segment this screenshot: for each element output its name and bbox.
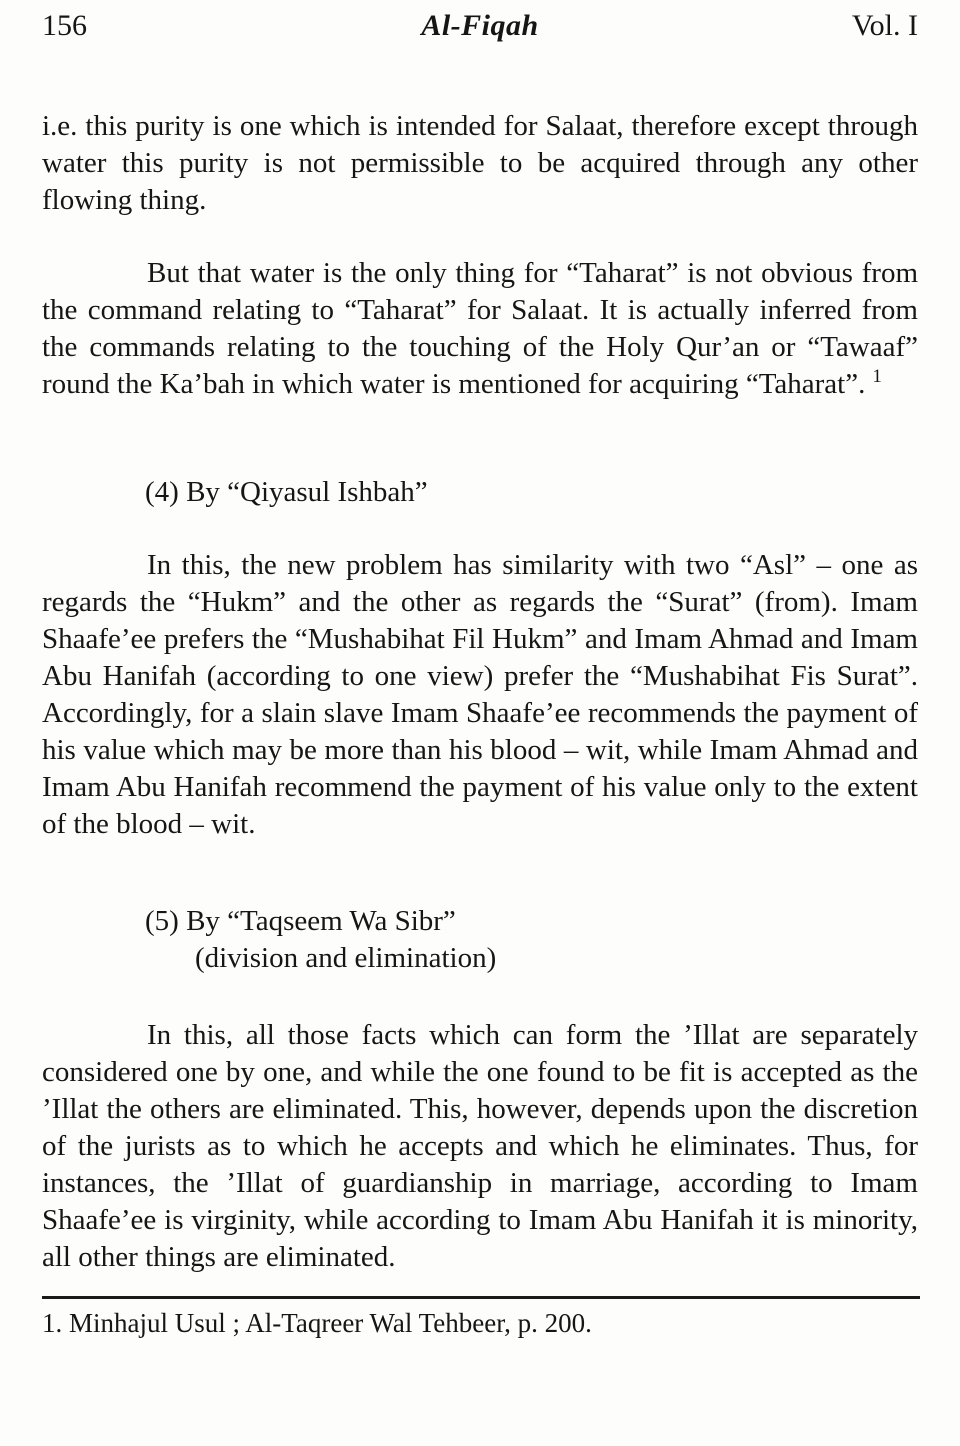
footnote (42, 1296, 920, 1340)
page-number: 156 (42, 9, 87, 42)
paragraph-taharat (42, 255, 918, 403)
section-heading-qiyasul-ishbah: (4) By “Qiyasul Ishbah” (145, 476, 428, 508)
paragraph-purity: i.e. this purity is one which is intended for Salaat, therefore except through water this purity is not permissible to be acquired through any other flowing thing. (42, 110, 918, 216)
section-heading-taqseem-line2: (division and elimination) (195, 942, 497, 974)
book-title: Al-Fiqah (421, 9, 539, 42)
section-heading-taqseem-wa-sibr (42, 903, 960, 977)
volume-label: Vol. I (851, 9, 918, 42)
paragraph-taharat-text: But that water is the only thing for “Taharat” is not obvious from the command relating to “Taharat” for Salaat. It is actually inferred from the commands relating to the touching of the Holy Qur’an or “Tawaaf” round the Ka’bah in which water is mentioned for acquiring “Taharat”. (42, 257, 918, 400)
paragraph-qiyasul-ishbah: In this, the new problem has similarity with two “Asl” – one as regards the “Hukm” and the other as regards the “Surat” (from). Imam Shaafe’ee prefers the “Mushabihat Fil Hukm” and Imam Ahmad and Imam Abu Hanifah (according to one view) prefer the “Mushabihat Fis Surat”. Accordingly, for a slain slave Imam Shaafe’ee recommends the payment of his value which may be more than his blood – wit, while Imam Ahmad and Imam Abu Hanifah recommend the payment of his value only to the extent of the blood – wit. (42, 549, 918, 840)
section-heading-taqseem-line1: (5) By “Taqseem Wa Sibr” (145, 905, 456, 937)
footnote-reference-marker: 1 (872, 366, 882, 388)
paragraph-taqseem-wa-sibr: In this, all those facts which can form the ’Illat are separately considered one by one, and while the one found to be fit is accepted as the ’Illat the others are eliminated. This, however, depends upon the discretion of the jurists as to which he accepts and which he eliminates. Thus, for instances, the ’Illat of guardianship in marriage, according to Imam Shaafe’ee is virginity, while according to Imam Abu Hanifah it is minority, all other things are eliminated. (42, 1019, 918, 1273)
footnote-text: 1. Minhajul Usul ; Al-Taqreer Wal Tehbeer, p. 200. (42, 1308, 592, 1338)
page-header (42, 8, 918, 44)
